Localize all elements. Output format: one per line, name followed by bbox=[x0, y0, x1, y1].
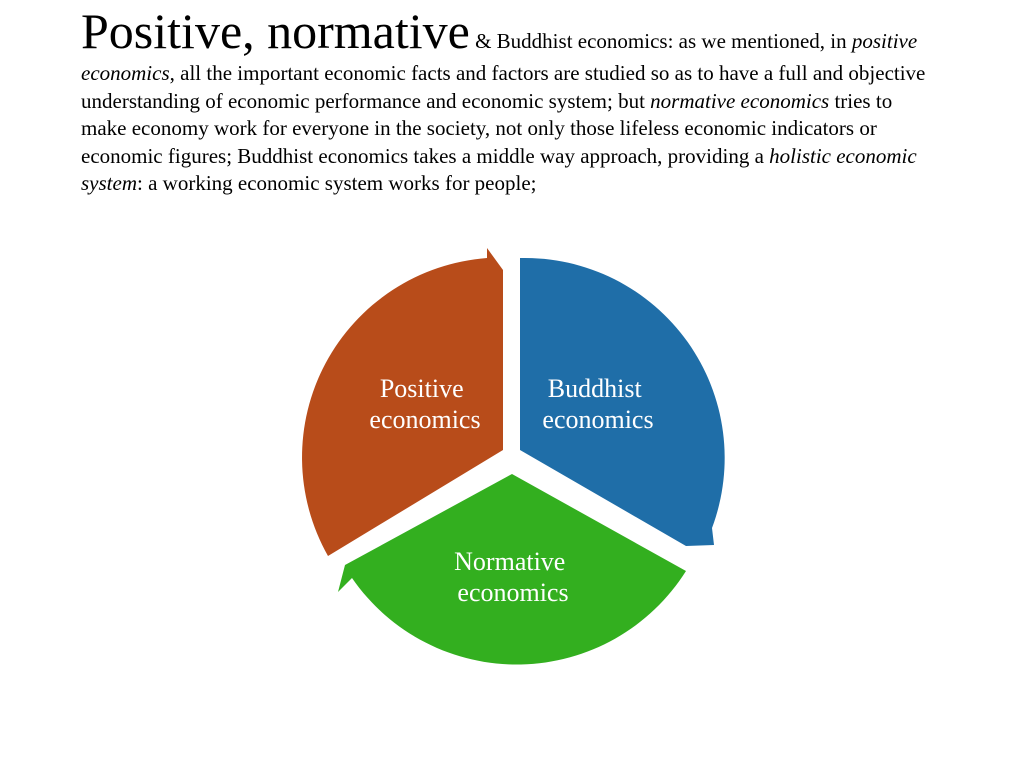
intro-text: & Buddhist economics: as we mentioned, in bbox=[469, 29, 852, 53]
term-holistic-economic-system: holistic economic system bbox=[81, 143, 917, 196]
body-text-4: : a working economic system works for people; bbox=[137, 171, 537, 196]
segment-label-buddhist: Buddhist economics bbox=[542, 374, 654, 434]
body-text-3: tries to make economy work for everyone in the society, not only those lifeless economic indicators or economic figures; Buddhist economics takes a middle way approach, providing a bbox=[81, 88, 893, 168]
segment-label-normative: Normative economics bbox=[454, 547, 569, 607]
term-normative-economics: normative economics bbox=[650, 88, 830, 113]
body-text-2: , all the important economic facts and factors are studied so as to have a full and objective understanding of economic performance and economic system; but bbox=[81, 61, 926, 113]
term-positive-economics: positive economics bbox=[81, 29, 918, 85]
segment-label-positive: Positive economics bbox=[369, 374, 481, 434]
slide-title: Positive, normative bbox=[81, 3, 470, 59]
